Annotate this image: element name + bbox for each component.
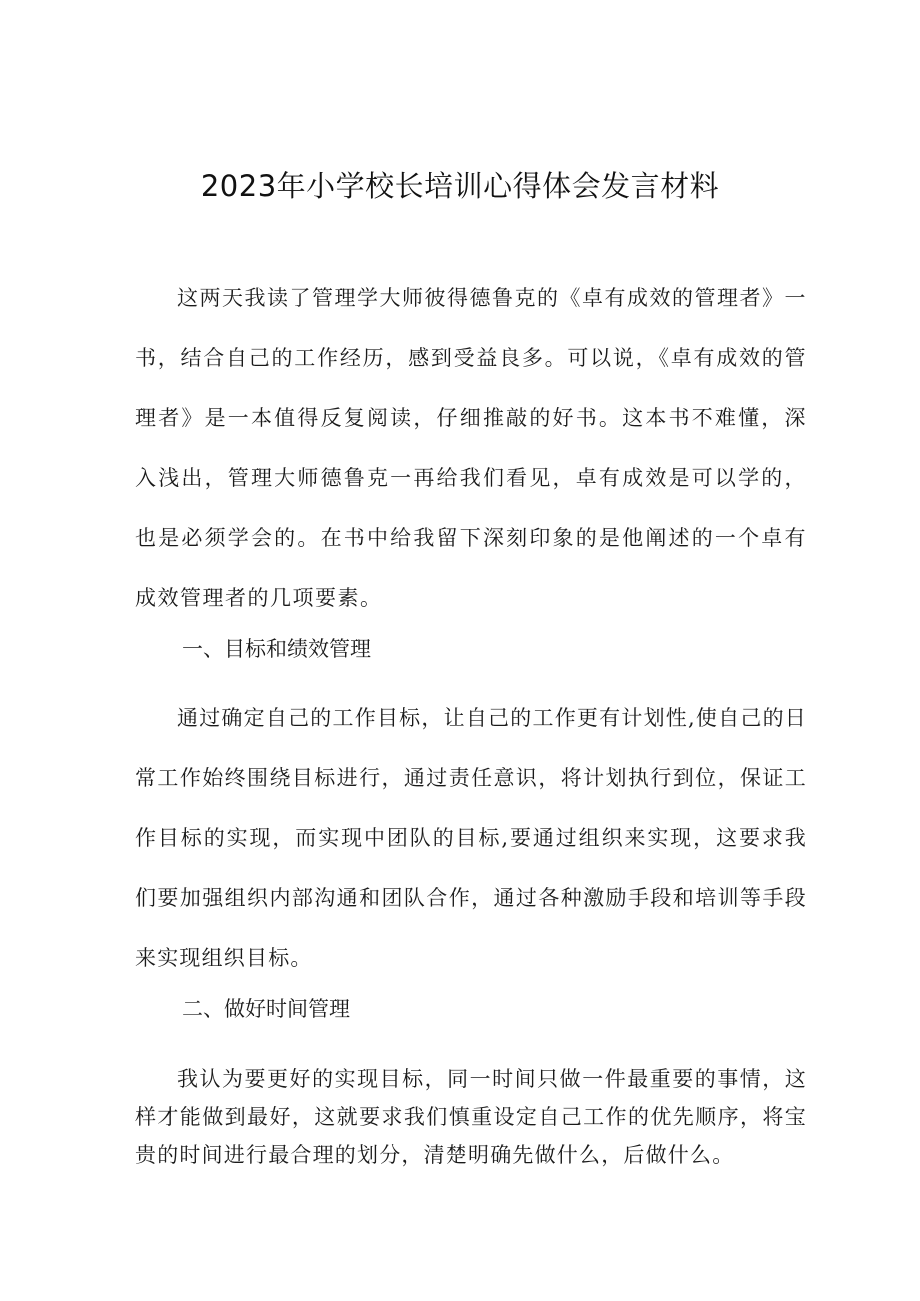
section-heading-time: 二、做好时间管理 (182, 997, 350, 1021)
section-heading-goals: 一、目标和绩效管理 (182, 637, 371, 661)
document-title: 2023年小学校长培训心得体会发言材料 (200, 169, 720, 203)
paragraph-goals: 通过确定自己的工作目标，让自己的工作更有计划性,使自己的日常工作始终围绕目标进行，通过责任意识，将计划执行到位，保证工作目标的实现，而实现中团队的目标,要通过组织来实现，这要求我们要加强组织内部沟通和团队合作，通过各种激励手段和培训等手段来实现组织目标。 (135, 706, 807, 970)
paragraph-intro: 这两天我读了管理学大师彼得德鲁克的《卓有成效的管理者》一书，结合自己的工作经历，感到受益良多。可以说，《卓有成效的管理者》是一本值得反复阅读，仔细推敲的好书。这本书不难懂，深入浅出，管理大师德鲁克一再给我们看见，卓有成效是可以学的，也是必须学会的。在书中给我留下深刻印象的是他阐述的一个卓有成效管理者的几项要素。 (135, 286, 807, 610)
paragraph-time: 我认为要更好的实现目标，同一时间只做一件最重要的事情，这样才能做到最好，这就要求我们慎重设定自己工作的优先顺序，将宝贵的时间进行最合理的划分，清楚明确先做什么，后做什么。 (135, 1067, 807, 1167)
